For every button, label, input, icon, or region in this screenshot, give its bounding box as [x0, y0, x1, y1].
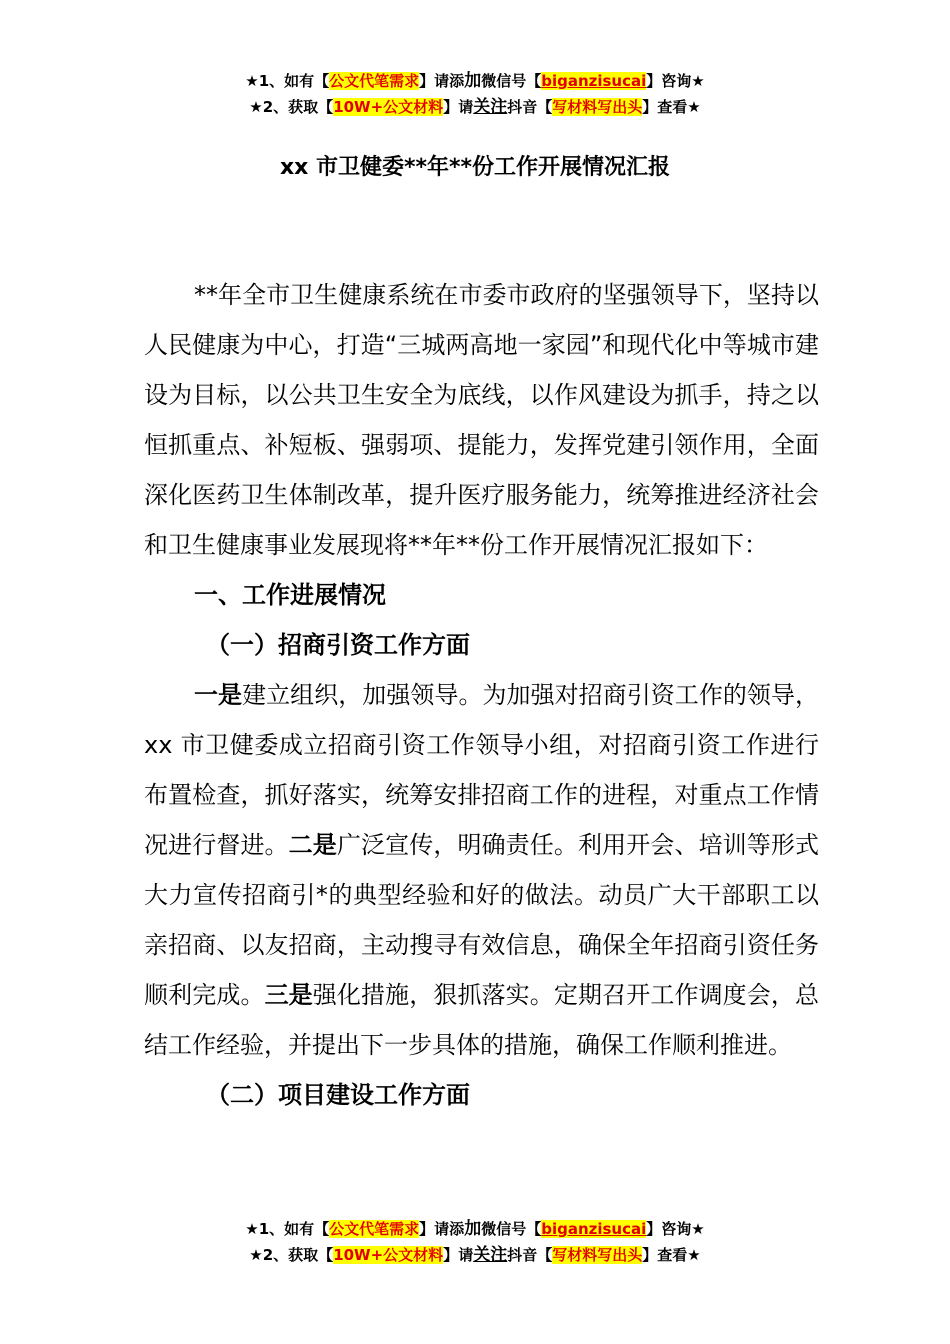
banner-text: 】请添 — [419, 1220, 465, 1238]
banner-highlight-wechat-id: biganzisucai — [541, 72, 647, 90]
banner-line-1 — [0, 68, 950, 94]
body-paragraph — [144, 670, 819, 1070]
banner-text: 】咨询★ — [646, 72, 705, 90]
banner-line-2 — [0, 1242, 950, 1268]
intro-paragraph: **年全市卫生健康系统在市委市政府的坚强领导下，坚持以人民健康为中心，打造“三城两高地一家园”和现代化中等城市建设为目标，以公共卫生安全为底线，以作风建设为抓手，持之以恒抓重点、补短板、强弱项、提能力，发挥党建引领作用，全面深化医药卫生体制改革，提升医疗服务能力，统筹推进经济社会和卫生健康事业发展现将**年**份工作开展情况汇报如下： — [144, 281, 819, 559]
banner-text: ★1、如有【 — [245, 1220, 330, 1238]
banner-line-2 — [0, 94, 950, 120]
section-heading: 一、工作进展情况 — [194, 581, 386, 609]
header-banner — [0, 68, 950, 120]
paragraph-text: 强化措施，狠抓落实。定期召开工作调度会，总结工作经验，并提出下一步具体的措施，确保工作顺利推进。 — [144, 981, 820, 1059]
subsection-heading: （二）项目建设工作方面 — [206, 1081, 470, 1109]
banner-highlight-materials: 10W+公文材料 — [333, 98, 444, 116]
banner-highlight-service: 公文代笔需求 — [329, 1220, 420, 1238]
banner-text: 抖音【 — [507, 98, 553, 116]
banner-highlight-materials: 10W+公文材料 — [333, 1246, 444, 1264]
banner-text: 抖音【 — [507, 1246, 553, 1264]
banner-highlight-service: 公文代笔需求 — [329, 72, 420, 90]
banner-text-large: 加 — [464, 1219, 482, 1239]
document-title: xx 市卫健委**年**份工作开展情况汇报 — [279, 155, 671, 180]
subsection-heading: （一）招商引资工作方面 — [206, 631, 470, 659]
banner-text: 】查看★ — [642, 1246, 701, 1264]
banner-text: 微信号【 — [481, 72, 542, 90]
lead-term: 三是 — [264, 981, 313, 1009]
paragraph-text: 建立组织，加强领导。为加强对招商引资工作的领导，xx 市卫健委成立招商引资工作领导小组，对招商引资工作进行布置检查，抓好落实，统筹安排招商工作的进程，对重点工作情况进行督进。 — [144, 681, 820, 859]
paragraph-text: 广泛宣传，明确责任。利用开会、培训等形式大力宣传招商引*的典型经验和好的做法。动员广大干部职工以亲招商、以友招商，主动搜寻有效信息，确保全年招商引资任务顺利完成。 — [144, 831, 820, 1009]
banner-highlight-douyin: 写材料写出头 — [552, 98, 643, 116]
banner-text: ★2、获取【 — [249, 1246, 334, 1264]
banner-line-1 — [0, 1216, 950, 1242]
document-body — [144, 270, 819, 1120]
banner-text: ★1、如有【 — [245, 72, 330, 90]
banner-text: 】咨询★ — [646, 1220, 705, 1238]
banner-text: 微信号【 — [481, 1220, 542, 1238]
banner-text: ★2、获取【 — [249, 98, 334, 116]
banner-text-underlined: 关注 — [473, 97, 508, 117]
footer-banner — [0, 1216, 950, 1268]
banner-text-large: 加 — [464, 71, 482, 91]
banner-highlight-wechat-id: biganzisucai — [541, 1220, 647, 1238]
banner-text: 】请添 — [419, 72, 465, 90]
banner-text-underlined: 关注 — [473, 1245, 508, 1265]
lead-term: 一是 — [194, 681, 243, 709]
banner-text: 】请 — [443, 98, 474, 116]
lead-term: 二是 — [288, 831, 337, 859]
banner-text: 】请 — [443, 1246, 474, 1264]
banner-highlight-douyin: 写材料写出头 — [552, 1246, 643, 1264]
banner-text: 】查看★ — [642, 98, 701, 116]
